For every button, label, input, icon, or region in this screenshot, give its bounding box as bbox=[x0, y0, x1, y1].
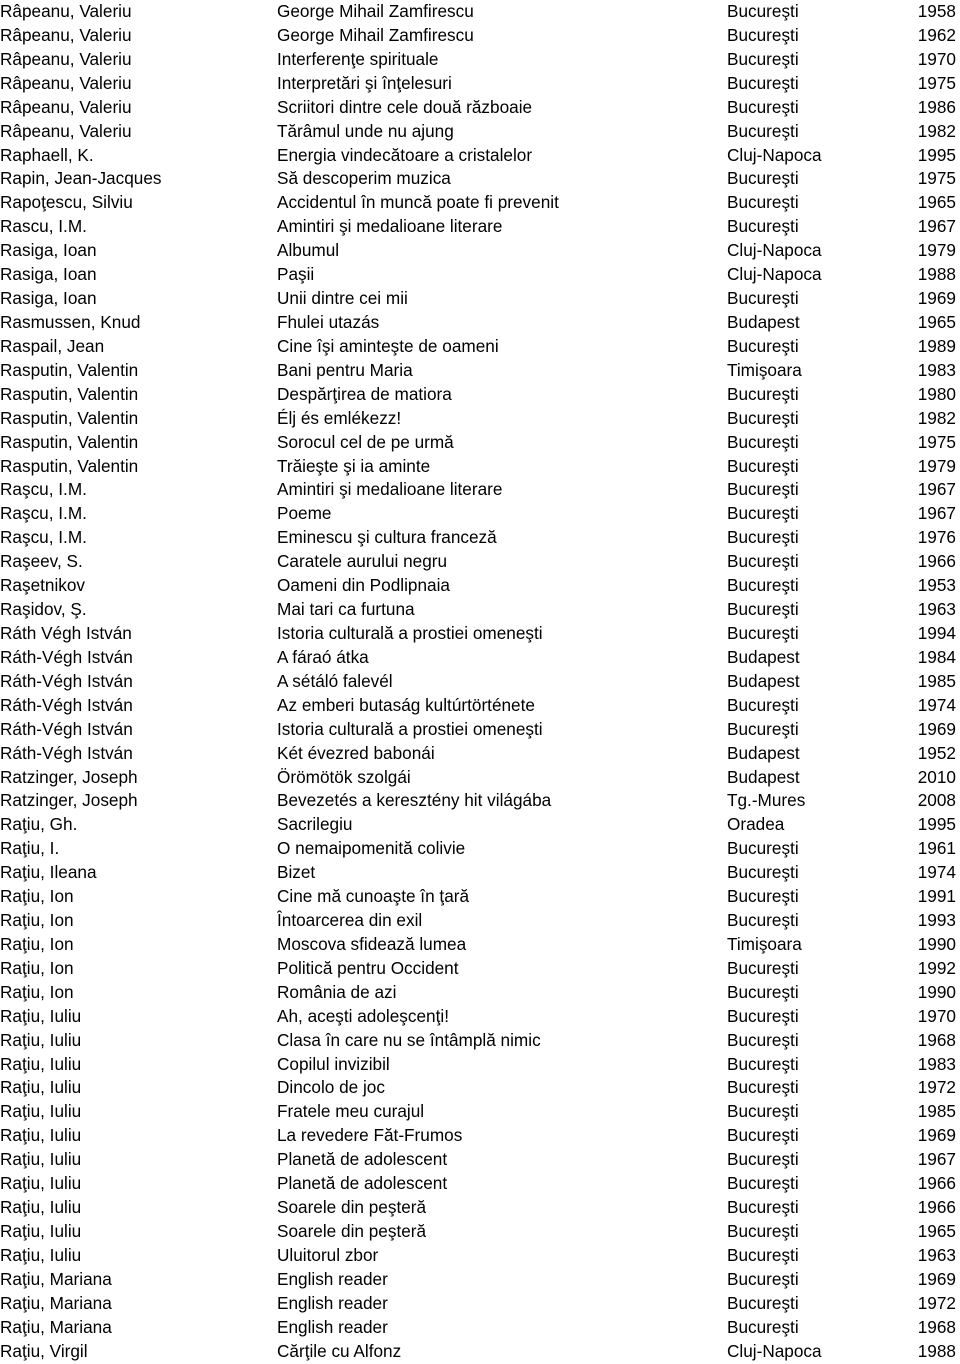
year-cell: 1965 bbox=[917, 311, 956, 332]
title-cell: Ah, aceşti adoleşcenţi! bbox=[277, 1005, 449, 1026]
title-cell: România de azi bbox=[277, 981, 397, 1002]
city-cell: Bucureşti bbox=[727, 1149, 799, 1170]
year-cell: 1974 bbox=[917, 694, 956, 715]
year-cell: 1967 bbox=[917, 503, 956, 524]
city-cell: Budapest bbox=[727, 742, 800, 763]
author-cell: Ráth-Végh István bbox=[0, 646, 133, 667]
year-cell: 1982 bbox=[917, 120, 956, 141]
catalog-row bbox=[0, 96, 960, 120]
catalog-row bbox=[0, 0, 960, 24]
author-cell: Raţiu, Iuliu bbox=[0, 1053, 82, 1074]
catalog-row bbox=[0, 1148, 960, 1172]
city-cell: Bucureşti bbox=[727, 1292, 799, 1313]
author-cell: Raţiu, Ileana bbox=[0, 862, 97, 883]
author-cell: Raţiu, Gh. bbox=[0, 814, 78, 835]
city-cell: Cluj-Napoca bbox=[727, 240, 822, 261]
city-cell: Cluj-Napoca bbox=[727, 1340, 822, 1361]
author-cell: Raţiu, Virgil bbox=[0, 1340, 88, 1361]
catalog-row bbox=[0, 646, 960, 670]
author-cell: Raşcu, I.M. bbox=[0, 503, 87, 524]
author-cell: Rasputin, Valentin bbox=[0, 359, 139, 380]
city-cell: Bucureşti bbox=[727, 886, 799, 907]
city-cell: Bucureşti bbox=[727, 288, 799, 309]
catalog-row bbox=[0, 478, 960, 502]
year-cell: 1969 bbox=[917, 288, 956, 309]
catalog-row bbox=[0, 502, 960, 526]
year-cell: 1965 bbox=[917, 192, 956, 213]
year-cell: 1966 bbox=[917, 551, 956, 572]
catalog-row bbox=[0, 1244, 960, 1268]
catalog-row bbox=[0, 287, 960, 311]
city-cell: Budapest bbox=[727, 646, 800, 667]
city-cell: Bucureşti bbox=[727, 862, 799, 883]
city-cell: Bucureşti bbox=[727, 192, 799, 213]
city-cell: Bucureşti bbox=[727, 455, 799, 476]
author-cell: Raţiu, Ion bbox=[0, 910, 74, 931]
year-cell: 1963 bbox=[917, 1244, 956, 1265]
author-cell: Ráth-Végh István bbox=[0, 718, 133, 739]
year-cell: 1983 bbox=[917, 359, 956, 380]
city-cell: Bucureşti bbox=[727, 622, 799, 643]
catalog-row bbox=[0, 670, 960, 694]
year-cell: 1988 bbox=[917, 1340, 956, 1361]
author-cell: Râpeanu, Valeriu bbox=[0, 48, 132, 69]
catalog-row bbox=[0, 813, 960, 837]
author-cell: Rasputin, Valentin bbox=[0, 431, 139, 452]
author-cell: Raşetnikov bbox=[0, 575, 86, 596]
year-cell: 1963 bbox=[917, 599, 956, 620]
city-cell: Bucureşti bbox=[727, 1221, 799, 1242]
year-cell: 1970 bbox=[917, 48, 956, 69]
title-cell: Albumul bbox=[277, 240, 340, 261]
title-cell: English reader bbox=[277, 1292, 388, 1313]
catalog-row bbox=[0, 215, 960, 239]
year-cell: 1988 bbox=[917, 264, 956, 285]
catalog-row bbox=[0, 1053, 960, 1077]
city-cell: Bucureşti bbox=[727, 1, 799, 21]
year-cell: 1969 bbox=[917, 1268, 956, 1289]
year-cell: 1968 bbox=[917, 1316, 956, 1337]
title-cell: Mai tari ca furtuna bbox=[277, 599, 415, 620]
catalog-row bbox=[0, 48, 960, 72]
city-cell: Bucureşti bbox=[727, 1316, 799, 1337]
year-cell: 1993 bbox=[917, 910, 956, 931]
year-cell: 1979 bbox=[917, 240, 956, 261]
title-cell: Interferenţe spirituale bbox=[277, 48, 439, 69]
title-cell: Istoria culturală a prostiei omeneşti bbox=[277, 718, 543, 739]
catalog-row bbox=[0, 72, 960, 96]
city-cell: Oradea bbox=[727, 814, 785, 835]
title-cell: Moscova sfidează lumea bbox=[277, 933, 467, 954]
city-cell: Bucureşti bbox=[727, 1125, 799, 1146]
year-cell: 1975 bbox=[917, 168, 956, 189]
catalog-row bbox=[0, 1340, 960, 1364]
author-cell: Raţiu, Mariana bbox=[0, 1268, 112, 1289]
catalog-row bbox=[0, 263, 960, 287]
title-cell: Amintiri şi medalioane literare bbox=[277, 479, 503, 500]
catalog-row bbox=[0, 1292, 960, 1316]
catalog-row bbox=[0, 837, 960, 861]
city-cell: Cluj-Napoca bbox=[727, 144, 822, 165]
city-cell: Bucureşti bbox=[727, 503, 799, 524]
year-cell: 1953 bbox=[917, 575, 956, 596]
year-cell: 1958 bbox=[917, 1, 956, 21]
city-cell: Cluj-Napoca bbox=[727, 264, 822, 285]
catalog-row bbox=[0, 1005, 960, 1029]
year-cell: 2008 bbox=[917, 790, 956, 811]
city-cell: Bucureşti bbox=[727, 1101, 799, 1122]
year-cell: 1992 bbox=[917, 957, 956, 978]
year-cell: 1962 bbox=[917, 24, 956, 45]
title-cell: Sorocul cel de pe urmă bbox=[277, 431, 454, 452]
city-cell: Bucureşti bbox=[727, 1268, 799, 1289]
title-cell: Sacrilegiu bbox=[277, 814, 353, 835]
title-cell: Interpretări şi înţelesuri bbox=[277, 72, 452, 93]
city-cell: Bucureşti bbox=[727, 1005, 799, 1026]
author-cell: Raţiu, I. bbox=[0, 838, 60, 859]
catalog-row bbox=[0, 933, 960, 957]
author-cell: Ráth-Végh István bbox=[0, 742, 133, 763]
catalog-row bbox=[0, 789, 960, 813]
year-cell: 1970 bbox=[917, 1005, 956, 1026]
city-cell: Bucureşti bbox=[727, 48, 799, 69]
title-cell: O nemaipomenită colivie bbox=[277, 838, 466, 859]
year-cell: 1990 bbox=[917, 933, 956, 954]
title-cell: Planetă de adolescent bbox=[277, 1149, 448, 1170]
title-cell: Paşii bbox=[277, 264, 315, 285]
title-cell: Caratele aurului negru bbox=[277, 551, 448, 572]
year-cell: 1967 bbox=[917, 216, 956, 237]
year-cell: 1968 bbox=[917, 1029, 956, 1050]
city-cell: Bucureşti bbox=[727, 168, 799, 189]
catalog-row bbox=[0, 766, 960, 790]
author-cell: Raţiu, Iuliu bbox=[0, 1077, 82, 1098]
catalog-row bbox=[0, 191, 960, 215]
year-cell: 1966 bbox=[917, 1173, 956, 1194]
city-cell: Budapest bbox=[727, 311, 800, 332]
year-cell: 1989 bbox=[917, 335, 956, 356]
author-cell: Raţiu, Ion bbox=[0, 957, 74, 978]
title-cell: Fratele meu curajul bbox=[277, 1101, 425, 1122]
title-cell: Energia vindecătoare a cristalelor bbox=[277, 144, 533, 165]
catalog-row bbox=[0, 167, 960, 191]
year-cell: 1952 bbox=[917, 742, 956, 763]
catalog-row bbox=[0, 742, 960, 766]
year-cell: 1985 bbox=[917, 670, 956, 691]
title-cell: Soarele din peşteră bbox=[277, 1221, 427, 1242]
city-cell: Bucureşti bbox=[727, 551, 799, 572]
catalog-row bbox=[0, 1172, 960, 1196]
title-cell: Bizet bbox=[277, 862, 316, 883]
author-cell: Raţiu, Iuliu bbox=[0, 1149, 82, 1170]
catalog-row bbox=[0, 120, 960, 144]
catalog-row bbox=[0, 909, 960, 933]
author-cell: Ratzinger, Joseph bbox=[0, 766, 138, 787]
author-cell: Ratzinger, Joseph bbox=[0, 790, 138, 811]
catalog-row bbox=[0, 144, 960, 168]
author-cell: Râpeanu, Valeriu bbox=[0, 24, 132, 45]
city-cell: Bucureşti bbox=[727, 575, 799, 596]
title-cell: Cine mă cunoaşte în ţară bbox=[277, 886, 470, 907]
city-cell: Bucureşti bbox=[727, 335, 799, 356]
catalog-row bbox=[0, 718, 960, 742]
title-cell: Élj és emlékezz! bbox=[277, 407, 402, 428]
year-cell: 1980 bbox=[917, 383, 956, 404]
city-cell: Bucureşti bbox=[727, 72, 799, 93]
catalog-row bbox=[0, 1100, 960, 1124]
author-cell: Rasputin, Valentin bbox=[0, 383, 139, 404]
catalog-row bbox=[0, 335, 960, 359]
catalog-row bbox=[0, 550, 960, 574]
catalog-row bbox=[0, 885, 960, 909]
author-cell: Rasiga, Ioan bbox=[0, 264, 97, 285]
city-cell: Budapest bbox=[727, 670, 800, 691]
author-cell: Râpeanu, Valeriu bbox=[0, 72, 132, 93]
author-cell: Rasputin, Valentin bbox=[0, 455, 139, 476]
catalog-row bbox=[0, 1220, 960, 1244]
catalog-row bbox=[0, 957, 960, 981]
author-cell: Ráth-Végh István bbox=[0, 670, 133, 691]
author-cell: Raţiu, Mariana bbox=[0, 1316, 112, 1337]
author-cell: Raţiu, Ion bbox=[0, 981, 74, 1002]
author-cell: Raţiu, Ion bbox=[0, 886, 74, 907]
city-cell: Bucureşti bbox=[727, 96, 799, 117]
title-cell: Trăieşte şi ia aminte bbox=[277, 455, 431, 476]
title-cell: Istoria culturală a prostiei omeneşti bbox=[277, 622, 543, 643]
title-cell: George Mihail Zamfirescu bbox=[277, 1, 474, 21]
author-cell: Raşeev, S. bbox=[0, 551, 83, 572]
author-cell: Raţiu, Mariana bbox=[0, 1292, 112, 1313]
title-cell: Két évezred babonái bbox=[277, 742, 435, 763]
catalog-row bbox=[0, 455, 960, 479]
city-cell: Bucureşti bbox=[727, 1029, 799, 1050]
author-cell: Raţiu, Iuliu bbox=[0, 1101, 82, 1122]
author-cell: Raspail, Jean bbox=[0, 335, 105, 356]
year-cell: 2010 bbox=[917, 766, 956, 787]
author-cell: Raţiu, Iuliu bbox=[0, 1173, 82, 1194]
title-cell: Soarele din peşteră bbox=[277, 1197, 427, 1218]
title-cell: Scriitori dintre cele două războaie bbox=[277, 96, 533, 117]
title-cell: Cărţile cu Alfonz bbox=[277, 1340, 402, 1361]
title-cell: Eminescu şi cultura franceză bbox=[277, 527, 497, 548]
city-cell: Timişoara bbox=[727, 933, 802, 954]
city-cell: Bucureşti bbox=[727, 599, 799, 620]
catalog-row bbox=[0, 622, 960, 646]
title-cell: Dincolo de joc bbox=[277, 1077, 385, 1098]
author-cell: Râpeanu, Valeriu bbox=[0, 96, 132, 117]
title-cell: La revedere Făt-Frumos bbox=[277, 1125, 463, 1146]
author-cell: Rapoţescu, Silviu bbox=[0, 192, 133, 213]
year-cell: 1969 bbox=[917, 718, 956, 739]
title-cell: Copilul invizibil bbox=[277, 1053, 390, 1074]
catalog-row bbox=[0, 359, 960, 383]
title-cell: Poeme bbox=[277, 503, 332, 524]
city-cell: Bucureşti bbox=[727, 981, 799, 1002]
title-cell: Să descoperim muzica bbox=[277, 168, 451, 189]
catalog-row bbox=[0, 598, 960, 622]
year-cell: 1986 bbox=[917, 96, 956, 117]
catalog-row bbox=[0, 311, 960, 335]
city-cell: Bucureşti bbox=[727, 216, 799, 237]
year-cell: 1961 bbox=[917, 838, 956, 859]
author-cell: Raţiu, Iuliu bbox=[0, 1029, 82, 1050]
author-cell: Rascu, I.M. bbox=[0, 216, 87, 237]
title-cell: Clasa în care nu se întâmplă nimic bbox=[277, 1029, 541, 1050]
city-cell: Bucureşti bbox=[727, 1244, 799, 1265]
year-cell: 1991 bbox=[917, 886, 956, 907]
year-cell: 1990 bbox=[917, 981, 956, 1002]
city-cell: Bucureşti bbox=[727, 1197, 799, 1218]
author-cell: Ráth Végh István bbox=[0, 622, 132, 643]
author-cell: Râpeanu, Valeriu bbox=[0, 120, 132, 141]
catalog-row bbox=[0, 981, 960, 1005]
city-cell: Bucureşti bbox=[727, 957, 799, 978]
title-cell: Unii dintre cei mii bbox=[277, 288, 408, 309]
city-cell: Bucureşti bbox=[727, 718, 799, 739]
city-cell: Bucureşti bbox=[727, 694, 799, 715]
author-cell: Rasiga, Ioan bbox=[0, 288, 97, 309]
catalog-row bbox=[0, 239, 960, 263]
city-cell: Bucureşti bbox=[727, 1173, 799, 1194]
author-cell: Rasmussen, Knud bbox=[0, 311, 141, 332]
author-cell: Raţiu, Iuliu bbox=[0, 1221, 82, 1242]
city-cell: Bucureşti bbox=[727, 1077, 799, 1098]
catalog-row bbox=[0, 574, 960, 598]
city-cell: Budapest bbox=[727, 766, 800, 787]
year-cell: 1982 bbox=[917, 407, 956, 428]
year-cell: 1976 bbox=[917, 527, 956, 548]
author-cell: Raţiu, Iuliu bbox=[0, 1005, 82, 1026]
city-cell: Bucureşti bbox=[727, 838, 799, 859]
title-cell: Tărâmul unde nu ajung bbox=[277, 120, 454, 141]
catalog-row bbox=[0, 1196, 960, 1220]
year-cell: 1972 bbox=[917, 1077, 956, 1098]
author-cell: Rasiga, Ioan bbox=[0, 240, 97, 261]
catalog-row bbox=[0, 694, 960, 718]
year-cell: 1966 bbox=[917, 1197, 956, 1218]
title-cell: Bani pentru Maria bbox=[277, 359, 413, 380]
catalog-row bbox=[0, 1029, 960, 1053]
city-cell: Bucureşti bbox=[727, 479, 799, 500]
year-cell: 1974 bbox=[917, 862, 956, 883]
author-cell: Ráth-Végh István bbox=[0, 694, 133, 715]
title-cell: Bevezetés a keresztény hit világába bbox=[277, 790, 552, 811]
catalog-row bbox=[0, 407, 960, 431]
author-cell: Rapin, Jean-Jacques bbox=[0, 168, 162, 189]
title-cell: A sétáló falevél bbox=[277, 670, 393, 691]
author-cell: Raphaell, K. bbox=[0, 144, 94, 165]
catalog-row bbox=[0, 1076, 960, 1100]
catalog-row bbox=[0, 383, 960, 407]
year-cell: 1967 bbox=[917, 1149, 956, 1170]
author-cell: Raşcu, I.M. bbox=[0, 479, 87, 500]
year-cell: 1975 bbox=[917, 72, 956, 93]
city-cell: Bucureşti bbox=[727, 120, 799, 141]
title-cell: Despărţirea de matiora bbox=[277, 383, 452, 404]
catalog-row bbox=[0, 24, 960, 48]
catalog-row bbox=[0, 1268, 960, 1292]
city-cell: Bucureşti bbox=[727, 910, 799, 931]
title-cell: Fhulei utazás bbox=[277, 311, 380, 332]
title-cell: Uluitorul zbor bbox=[277, 1244, 379, 1265]
year-cell: 1979 bbox=[917, 455, 956, 476]
title-cell: Cine îşi aminteşte de oameni bbox=[277, 335, 499, 356]
title-cell: George Mihail Zamfirescu bbox=[277, 24, 474, 45]
year-cell: 1983 bbox=[917, 1053, 956, 1074]
title-cell: A fáraó átka bbox=[277, 646, 369, 667]
year-cell: 1967 bbox=[917, 479, 956, 500]
author-cell: Raţiu, Iuliu bbox=[0, 1197, 82, 1218]
year-cell: 1975 bbox=[917, 431, 956, 452]
year-cell: 1985 bbox=[917, 1101, 956, 1122]
title-cell: Örömötök szolgái bbox=[277, 766, 411, 787]
city-cell: Bucureşti bbox=[727, 431, 799, 452]
city-cell: Bucureşti bbox=[727, 24, 799, 45]
year-cell: 1995 bbox=[917, 814, 956, 835]
catalog-row bbox=[0, 431, 960, 455]
title-cell: Politică pentru Occident bbox=[277, 957, 459, 978]
author-cell: Raşcu, I.M. bbox=[0, 527, 87, 548]
catalog-row bbox=[0, 526, 960, 550]
title-cell: Amintiri şi medalioane literare bbox=[277, 216, 503, 237]
author-cell: Raţiu, Ion bbox=[0, 933, 74, 954]
city-cell: Bucureşti bbox=[727, 383, 799, 404]
city-cell: Tg.-Mures bbox=[727, 790, 806, 811]
year-cell: 1965 bbox=[917, 1221, 956, 1242]
author-cell: Raşidov, Ş. bbox=[0, 599, 87, 620]
author-cell: Raţiu, Iuliu bbox=[0, 1125, 82, 1146]
catalog-row bbox=[0, 1124, 960, 1148]
author-cell: Râpeanu, Valeriu bbox=[0, 1, 132, 21]
title-cell: Accidentul în muncă poate fi prevenit bbox=[277, 192, 559, 213]
city-cell: Timişoara bbox=[727, 359, 802, 380]
title-cell: Întoarcerea din exil bbox=[277, 910, 423, 931]
city-cell: Bucureşti bbox=[727, 407, 799, 428]
title-cell: English reader bbox=[277, 1316, 388, 1337]
title-cell: English reader bbox=[277, 1268, 388, 1289]
author-cell: Rasputin, Valentin bbox=[0, 407, 139, 428]
title-cell: Az emberi butaság kultúrtörténete bbox=[277, 694, 535, 715]
city-cell: Bucureşti bbox=[727, 1053, 799, 1074]
year-cell: 1984 bbox=[917, 646, 956, 667]
year-cell: 1994 bbox=[917, 622, 956, 643]
city-cell: Bucureşti bbox=[727, 527, 799, 548]
title-cell: Oameni din Podlipnaia bbox=[277, 575, 450, 596]
year-cell: 1995 bbox=[917, 144, 956, 165]
year-cell: 1969 bbox=[917, 1125, 956, 1146]
author-cell: Raţiu, Iuliu bbox=[0, 1244, 82, 1265]
title-cell: Planetă de adolescent bbox=[277, 1173, 448, 1194]
catalog-row bbox=[0, 1316, 960, 1340]
year-cell: 1972 bbox=[917, 1292, 956, 1313]
catalog-row bbox=[0, 861, 960, 885]
